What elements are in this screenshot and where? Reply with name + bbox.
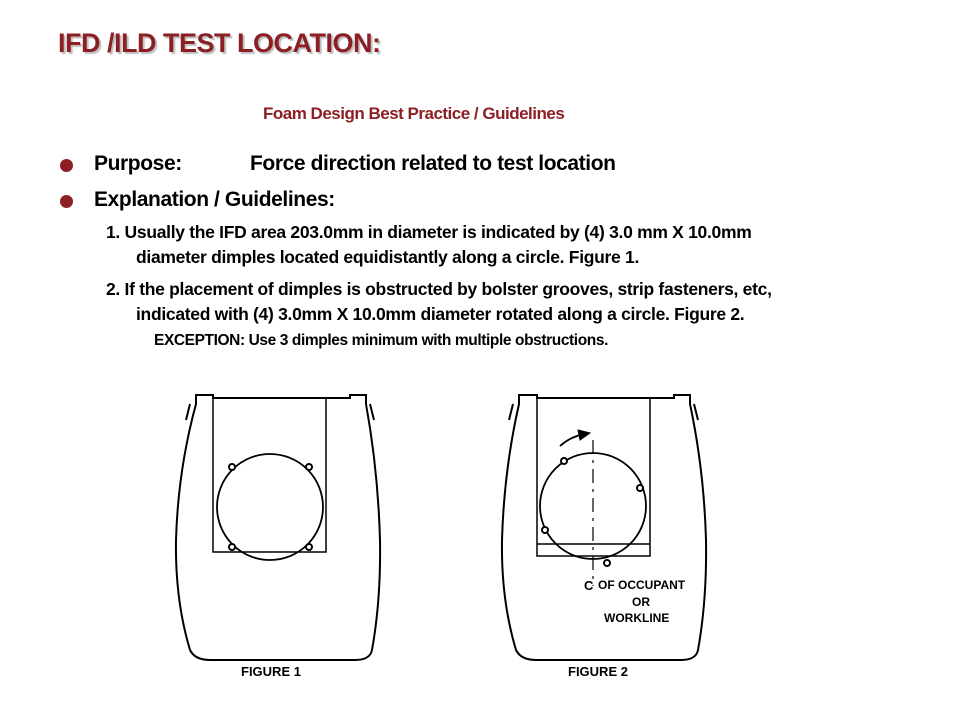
figure-1-dimple — [306, 544, 312, 550]
guideline-item-1-line2: diameter dimples located equidistantly along a circle. Figure 1. — [136, 247, 640, 267]
figure-1-dimple — [229, 464, 235, 470]
figure-1-label: FIGURE 1 — [241, 664, 301, 679]
slide-subtitle: Foam Design Best Practice / Guidelines — [263, 104, 565, 123]
figure-2-dimple — [542, 527, 548, 533]
centerline-text-2: OR — [632, 595, 650, 609]
rotation-arrowhead-icon — [578, 430, 590, 440]
guideline-item-2-line1: 2. If the placement of dimples is obstructed by bolster grooves, strip fasteners, etc, — [106, 279, 772, 299]
bullet-label-purpose: Purpose: — [94, 152, 182, 175]
figure-2-dimple — [637, 485, 643, 491]
figure-1-seat — [176, 395, 380, 660]
figure-1-bolster-panel — [213, 398, 326, 552]
bullet-label-explanation: Explanation / Guidelines: — [94, 188, 335, 211]
figure-1-ribs — [186, 404, 374, 420]
guideline-item-1-line1: 1. Usually the IFD area 203.0mm in diameter is indicated by (4) 3.0 mm X 10.0mm — [106, 222, 752, 242]
exception-note: EXCEPTION: Use 3 dimples minimum with multiple obstructions. — [154, 332, 608, 349]
bullet-value-purpose: Force direction related to test location — [250, 152, 616, 175]
figure-2-label: FIGURE 2 — [568, 664, 628, 679]
figure-1-dimple — [229, 544, 235, 550]
figure-2-dimple — [561, 458, 567, 464]
centerline-symbol: C — [584, 578, 594, 593]
centerline-text-3: WORKLINE — [604, 611, 670, 625]
figure-1-outline — [176, 395, 380, 660]
centerline-text-1: OF OCCUPANT — [598, 578, 686, 592]
figure-2-dimple — [604, 560, 610, 566]
figure-1-dimple — [306, 464, 312, 470]
slide-title: IFD /ILD TEST LOCATION: — [58, 28, 381, 58]
guideline-item-2-line2: indicated with (4) 3.0mm X 10.0mm diameter rotated along a circle. Figure 2. — [136, 304, 745, 324]
